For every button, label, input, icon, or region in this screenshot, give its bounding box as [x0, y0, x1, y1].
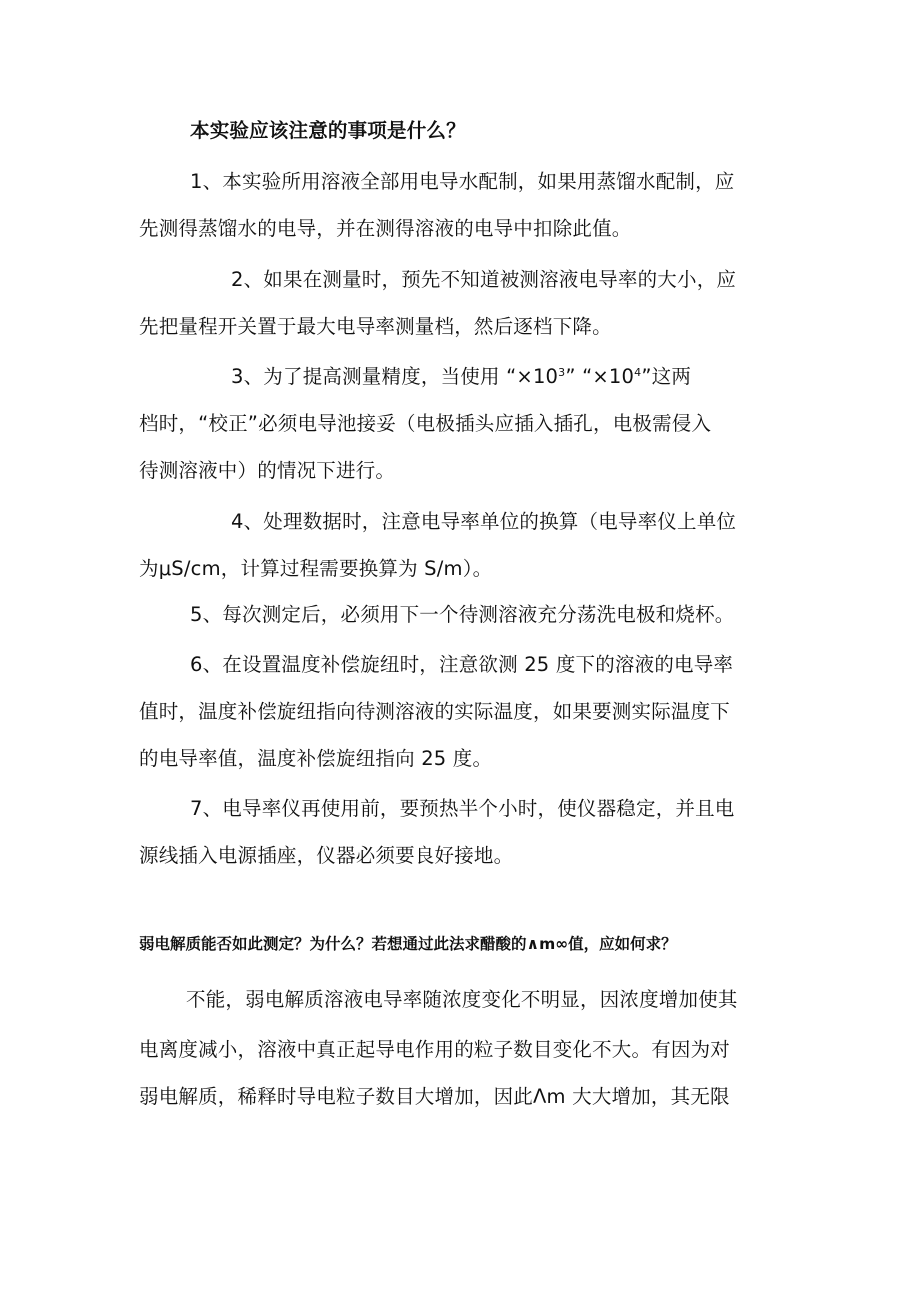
superscript-4: 4 [634, 366, 642, 379]
item-3-line-1 [231, 365, 691, 389]
item-4-line-2: 为μS/cm，计算过程需要换算为 S/m）。 [139, 557, 493, 580]
item-2-line-1: 2、如果在测量时，预先不知道被测溶液电导率的大小，应 [231, 268, 737, 291]
superscript-3: 3 [558, 366, 566, 379]
item-6-line-3: 的电导率值，温度补偿旋纽指向 25 度。 [139, 747, 493, 770]
item-1-line-1: 1、本实验所用溶液全部用电导水配制，如果用蒸馏水配制，应 [190, 170, 735, 193]
question-heading: 弱电解质能否如此测定？为什么？若想通过此法求醋酸的∧m∞值，应如何求？ [139, 935, 677, 953]
item-3-text-c: ”这两 [641, 365, 692, 388]
item-3-line-3: 待测溶液中）的情况下进行。 [139, 459, 396, 482]
item-4-line-1: 4、处理数据时，注意电导率单位的换算（电导率仪上单位 [231, 510, 737, 533]
item-6-line-2: 值时，温度补偿旋纽指向待测溶液的实际温度，如果要测实际温度下 [139, 700, 731, 723]
section-title: 本实验应该注意的事项是什么？ [190, 119, 466, 142]
item-3-text-a: 3、为了提高测量精度，当使用 “×10 [231, 365, 559, 388]
item-6-line-1: 6、在设置温度补偿旋纽时，注意欲测 25 度下的溶液的电导率 [190, 653, 734, 676]
item-5-line-1: 5、每次测定后，必须用下一个待测溶液充分荡洗电极和烧杯。 [190, 603, 735, 626]
item-2-line-2: 先把量程开关置于最大电导率测量档，然后逐档下降。 [139, 315, 612, 338]
answer-line-3: 弱电解质，稀释时导电粒子数目大增加，因此Λm 大大增加，其无限 [139, 1085, 730, 1108]
answer-line-2: 电离度减小，溶液中真正起导电作用的粒子数目变化不大。有因为对 [139, 1038, 731, 1061]
answer-line-1: 不能，弱电解质溶液电导率随浓度变化不明显，因浓度增加使其 [186, 988, 738, 1011]
item-3-text-b: ” “×10 [565, 365, 635, 388]
item-7-line-2: 源线插入电源插座，仪器必须要良好接地。 [139, 844, 514, 867]
item-7-line-1: 7、电导率仪再使用前，要预热半个小时，使仪器稳定，并且电 [190, 797, 735, 820]
item-3-line-2: 档时，“校正”必须电导池接妥（电极插头应插入插孔，电极需侵入 [139, 412, 712, 435]
item-1-line-2: 先测得蒸馏水的电导，并在测得溶液的电导中扣除此值。 [139, 217, 632, 240]
